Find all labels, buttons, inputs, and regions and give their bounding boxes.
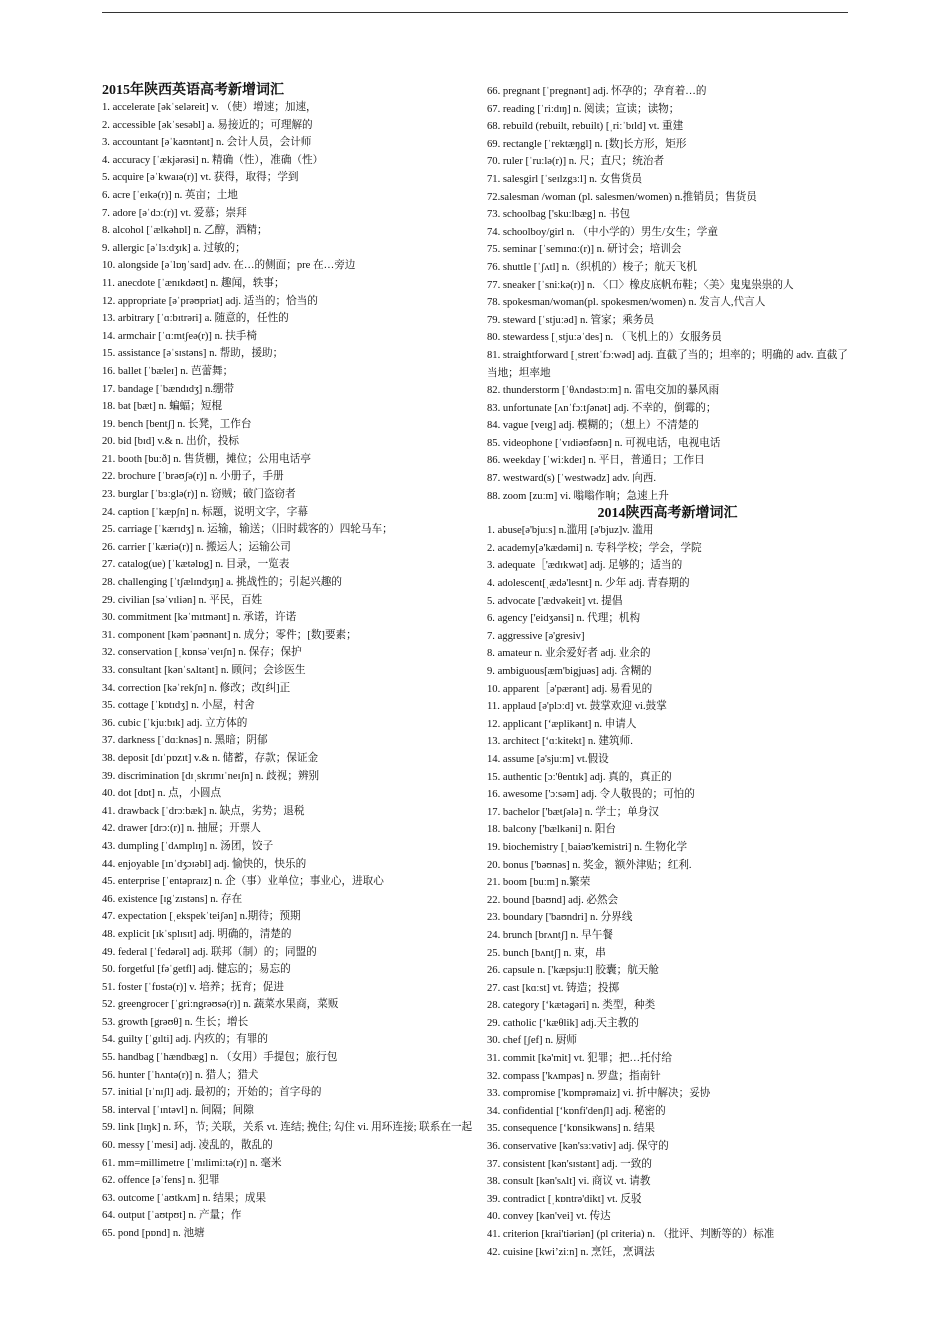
vocab-entry: 41. criterion [krai'tiəriən] (pl criteria) n. （批评、判断等的）标准	[487, 1229, 775, 1240]
vocab-entry: 34. confidential [‘kɒnfi'denʃl] adj. 秘密的	[487, 1105, 666, 1117]
vocab-entry: 20. bonus ['bəʊnəs] n. 奖金，额外津贴；红利.	[487, 859, 692, 871]
vocab-entry: 1. abuse[ə'bjuːs] n.滥用 [ə'bjuz]v. 滥用	[487, 525, 654, 537]
vocab-entry: 30. commitment [kəˈmɪtmənt] n. 承诺，许诺	[102, 612, 297, 624]
vocab-entry: 22. bound [baʊnd] adj. 必然会	[487, 894, 619, 906]
vocab-entry: 11. anecdote [ˈænɪkdəʊt] n. 趣闻，轶事；	[102, 277, 285, 289]
vocab-entry: 3. accountant [əˈkaʊntənt] n. 会计人员，会计师	[102, 137, 312, 149]
vocab-entry: 82. thunderstorm [ˈθʌndəstɔːm] n. 雷电交加的暴风雨	[487, 385, 720, 397]
vocab-entry: 16. awesome ['ɔːsəm] adj. 令人敬畏的；可怕的	[487, 789, 695, 801]
vocab-entry: 1. accelerate [əkˈseləreit] v. （使）增速；加速，	[102, 102, 317, 113]
vocab-entry: 21. boom [buːm] n.繁荣	[487, 877, 591, 889]
vocab-entry: 23. burglar [ˈbɜːglə(r)] n. 窃贼；破门盗窃者	[102, 489, 296, 501]
vocab-entry: 63. outcome [ˈaʊtkʌm] n. 结果；成果	[102, 1192, 267, 1204]
vocab-entry: 80. stewardess [ˌstjuːəˈdes] n. （飞机上的）女服务员	[487, 332, 722, 344]
vocab-entry: 31. component [kəmˈpəʊnənt] n. 成分；零件；[数]要素；	[102, 629, 357, 641]
vocab-entry: 59. link [lɪŋk] n. 环，节; 关联，关系 vt. 连结; 挽住; 勾住 vi. 用环连接; 联系在一起	[102, 1122, 473, 1134]
vocab-entry: 53. growth [grəʊθ] n. 生长；增长	[102, 1016, 249, 1028]
section-title-2014: 2014陕西高考新增词汇	[597, 506, 738, 522]
vocab-entry: 50. forgetful [fəˈgetfl] adj. 健忘的；易忘的	[102, 964, 291, 976]
vocab-entry: 65. pond [pɒnd] n. 池塘	[102, 1228, 205, 1239]
vocab-entry: 39. discrimination [dɪˌskrɪmɪˈneɪʃn] n. 歧视；辨别	[102, 770, 320, 782]
vocab-entry: 76. shuttle [ˈʃʌtl] n.（织机的）梭子；航天飞机	[487, 261, 697, 273]
vocab-entry: 7. adore [əˈdɔː(r)] vt. 爱慕；崇拜	[102, 207, 247, 219]
vocab-entry: 43. dumpling [ˈdʌmplɪŋ] n. 汤团，饺子	[102, 840, 274, 852]
vocab-entry: 84. vague [veɪg] adj. 模糊的；（想上）不清楚的	[487, 420, 699, 432]
vocab-entry: 64. output [ˈaʊtpʊt] n. 产量；作	[102, 1210, 242, 1222]
vocab-entry: 5. advocate ['ædvəkeit] vt. 提倡	[487, 595, 623, 607]
vocab-entry: 78. spokesman/woman(pl. spokesmen/women) n. 发言人,代言人	[487, 297, 766, 309]
vocab-entry: 73. schoolbag ['skuːlbæg] n. 书包	[487, 209, 631, 221]
vocab-entry: 38. consult [kən'sʌlt] vi. 商议 vt. 请教	[487, 1176, 651, 1188]
vocab-entry: 55. handbag [ˈhændbæg] n. （女用）手提包；旅行包	[102, 1052, 338, 1064]
vocab-entry: 14. assume [ə'sjuːm] vt.假设	[487, 753, 609, 765]
vocab-entry: 4. accuracy [ˈækjərəsi] n. 精确（性），准确（性）	[102, 154, 324, 166]
vocab-entry: 66. pregnant [ˈpregnənt] adj. 怀孕的；孕育着…的	[487, 86, 707, 97]
vocab-entry: 33. compromise ['kɒmprəmaiz] vi. 折中解决；妥协	[487, 1088, 711, 1100]
vocab-entry: 9. allergic [əˈlɜːdʒɪk] a. 过敏的；	[102, 242, 246, 254]
vocab-entry: 40. dot [dɒt] n. 点，小圆点	[102, 788, 222, 800]
vocab-entry: 24. brunch [brʌntʃ] n. 早午餐	[487, 929, 613, 941]
vocab-entry: 27. catalog(ue) [ˈkætəlɒg] n. 目录，一览表	[102, 559, 290, 571]
vocab-entry: 31. commit [kə'mit] vt. 犯罪；把…托付给	[487, 1053, 672, 1065]
vocab-entry: 28. category [‘kætəgəri] n. 类型，种类	[487, 1000, 656, 1012]
vocab-entry: 19. biochemistry [ˌbaiəʊ'kemistri] n. 生物化学	[487, 841, 688, 853]
vocab-entry: 15. assistance [əˈsɪstəns] n. 帮助，援助；	[102, 348, 284, 360]
vocab-entry: 15. authentic [ɔː'θentɪk] adj. 真的，真正的	[487, 771, 672, 783]
vocab-entry: 18. balcony ['bælkəni] n. 阳台	[487, 824, 617, 836]
vocab-entry: 35. consequence [‘kɒnsikwəns] n. 结果	[487, 1123, 655, 1135]
vocab-entry: 52. greengrocer [ˈgriːngrəʊsə(r)] n. 蔬菜水果商，菜贩	[102, 999, 339, 1011]
vocab-entry: 86. weekday [ˈwiːkdeɪ] n. 平日，普通日；工作日	[487, 455, 705, 467]
vocab-entry: 51. foster [ˈfɒstə(r)] v. 培养；抚育；促进	[102, 981, 284, 993]
vocab-entry: 38. deposit [dɪˈpɒzɪt] v.& n. 储蓄，存款；保证金	[102, 752, 319, 764]
vocab-entry: 29. catholic [‘kæθlik] adj.天主教的	[487, 1017, 639, 1029]
vocab-entry: 25. bunch [bʌntʃ] n. 束，串	[487, 947, 606, 959]
left-column	[102, 83, 473, 1243]
vocab-entry: 60. messy [ˈmesi] adj. 凌乱的，散乱的	[102, 1140, 273, 1152]
word-list-2015	[102, 99, 473, 1243]
vocab-entry: 42. drawer [drɔː(r)] n. 抽屉；开票人	[102, 823, 261, 835]
vocab-entry: 10. apparent［ə'pærənt] adj. 易看见的	[487, 683, 653, 695]
word-list-2014	[487, 522, 848, 1261]
vocab-entry: 36. cubic [ˈkjuːbɪk] adj. 立方体的	[102, 717, 248, 729]
vocab-entry: 7. aggressive [ə'gresiv]	[487, 630, 585, 642]
vocab-entry: 72.salesman /woman (pl. salesmen/women) n.推销员；售货员	[487, 191, 757, 203]
vocab-entry: 37. darkness [ˈdɑːknəs] n. 黑暗；阴郁	[102, 735, 268, 747]
vocab-entry: 33. consultant [kənˈsʌltənt] n. 顾问；会诊医生	[102, 665, 306, 676]
vocab-entry: 41. drawback [ˈdrɔːbæk] n. 缺点，劣势；退税	[102, 805, 305, 817]
vocab-entry: 8. alcohol [ˈælkəhɒl] n. 乙醇，酒精；	[102, 225, 268, 237]
vocab-entry: 48. explicit [ɪkˈsplɪsɪt] adj. 明确的，清楚的	[102, 928, 292, 940]
vocab-entry: 13. arbitrary [ˈɑːbɪtrəri] a. 随意的，任性的	[102, 313, 289, 325]
vocab-entry: 83. unfortunate [ʌnˈfɔːtʃənət] adj. 不幸的，倒霉的；	[487, 402, 717, 414]
vocab-entry: 26. capsule n. ['kæpsjuːl] 胶囊；航天舱	[487, 965, 659, 977]
vocab-entry: 40. convey [kən'vei] vt. 传达	[487, 1211, 611, 1223]
vocab-entry: 70. ruler [ˈruːlə(r)] n. 尺；直尺；统治者	[487, 156, 665, 168]
vocab-entry: 44. enjoyable [ɪnˈdʒɔɪəbl] adj. 愉快的，快乐的	[102, 858, 307, 870]
vocab-entry: 22. brochure [ˈbrəʊʃə(r)] n. 小册子，手册	[102, 471, 284, 483]
vocab-entry: 27. cast [kɑːst] vt. 铸造；投掷	[487, 982, 620, 994]
vocab-entry: 61. mm=millimetre [ˈmɪlimiːtə(r)] n. 毫米	[102, 1157, 282, 1169]
vocab-entry: 21. booth [buːð] n. 售货棚，摊位；公用电话亭	[102, 453, 311, 465]
vocab-entry: 17. bandage [ˈbændɪdʒ] n.绷带	[102, 383, 235, 395]
vocab-entry: 30. chef [ʃef] n. 厨师	[487, 1035, 578, 1047]
vocab-entry: 2. academy[ə'kædəmi] n. 专科学校；学会，学院	[487, 542, 702, 554]
vocab-entry: 62. offence [əˈfens] n. 犯罪	[102, 1175, 220, 1187]
vocab-entry: 23. boundary ['baʊndri] n. 分界线	[487, 912, 633, 924]
vocab-entry: 37. consistent [kən'sɪstənt] adj. 一致的	[487, 1158, 652, 1170]
vocab-entry: 67. reading [ˈriːdɪŋ] n. 阅读；宣读；读物；	[487, 103, 680, 115]
vocab-entry: 5. acquire [əˈkwaɪə(r)] vt. 获得，取得；学到	[102, 172, 299, 184]
vocab-entry: 25. carriage [ˈkærɪdʒ] n. 运输，输送；（旧时载客的）四轮马车；	[102, 524, 393, 536]
vocab-entry: 32. compass ['kʌmpəs] n. 罗盘；指南针	[487, 1070, 661, 1082]
vocab-entry: 2. accessible [əkˈsesəbl] a. 易接近的；可理解的	[102, 119, 313, 131]
vocab-entry: 20. bid [bɪd] v.& n. 出价，投标	[102, 436, 240, 448]
vocab-entry: 19. bench [bentʃ] n. 长凳，工作台	[102, 418, 252, 430]
vocab-entry: 14. armchair [ˈɑːmtʃeə(r)] n. 扶手椅	[102, 330, 257, 342]
vocab-entry: 35. cottage [ˈkɒtɪdʒ] n. 小屋，村舍	[102, 700, 255, 712]
vocab-entry: 42. cuisine [kwi’ziːn] n. 烹饪，烹调法	[487, 1246, 655, 1258]
vocab-entry: 12. applicant [‘æplikənt] n. 申请人	[487, 718, 637, 730]
vocab-entry: 16. ballet [ˈbæleɪ] n. 芭蕾舞；	[102, 365, 234, 377]
vocab-entry: 88. zoom [zuːm] vi. 嗡嗡作响；急速上升	[487, 490, 669, 502]
vocab-entry: 49. federal [ˈfedərəl] adj. 联邦（制）的；同盟的	[102, 946, 317, 958]
vocab-entry: 46. existence [ɪgˈzɪstəns] n. 存在	[102, 893, 243, 905]
vocab-entry: 18. bat [bæt] n. 蝙蝠；短棍	[102, 401, 223, 413]
vocab-entry: 24. caption [ˈkæpʃn] n. 标题，说明文字，字幕	[102, 506, 308, 518]
vocab-entry: 85. videophone [ˈvɪdiəʊfəʊn] n. 可视电话，电视电话	[487, 437, 721, 449]
vocab-entry: 87. westward(s) [ˈwestwədz] adv. 向西.	[487, 473, 657, 485]
vocab-entry: 47. expectation [ˌekspekˈteiʃən] n.期待；预期	[102, 911, 301, 923]
vocab-entry: 29. civilian [səˈvɪliən] n. 平民，百姓	[102, 594, 263, 606]
vocab-entry: 32. conservation [ˌkɒnsəˈveɪʃn] n. 保存；保护	[102, 647, 302, 659]
vocab-entry: 3. adequate［'ædɪkwət] adj. 足够的；适当的	[487, 560, 683, 572]
vocab-entry: 79. steward [ˈstjuːəd] n. 管家；乘务员	[487, 314, 655, 326]
vocab-entry: 57. initial [ɪˈnɪʃl] adj. 最初的；开始的；首字母的	[102, 1087, 322, 1099]
vocab-entry: 6. acre [ˈeɪkə(r)] n. 英亩；土地	[102, 189, 238, 201]
vocab-entry: 39. contradict [ˌkɒntrə'dikt] vt. 反驳	[487, 1193, 642, 1205]
top-rule	[102, 12, 848, 13]
vocab-entry: 69. rectangle [ˈrektæŋgl] n. [数]长方形，矩形	[487, 138, 687, 150]
vocab-entry: 68. rebuild (rebuilt, rebuilt) [ˌriːˈbɪld] vt. 重建	[487, 121, 684, 133]
vocab-entry: 28. challenging [ˈtʃælɪndʒɪŋ] a. 挑战性的；引起兴趣的	[102, 577, 343, 589]
vocab-entry: 36. conservative [kən'sɜːvətiv] adj. 保守的	[487, 1141, 669, 1153]
vocab-entry: 54. guilty [ˈgɪlti] adj. 内疚的；有罪的	[102, 1034, 268, 1046]
vocab-entry: 6. agency ['eidʒənsi] n. 代理；机构	[487, 613, 641, 625]
vocab-entry: 13. architect [‘ɑːkitekt] n. 建筑师.	[487, 736, 633, 748]
vocab-entry: 4. adolescent[ˌædə'lesnt] n. 少年 adj. 青春期的	[487, 578, 690, 590]
vocab-entry: 11. applaud [ə'plɔːd] vt. 鼓掌欢迎 vi.鼓掌	[487, 701, 667, 713]
vocab-entry: 12. appropriate [əˈprəʊpriət] adj. 适当的；恰当的	[102, 295, 318, 307]
vocab-entry: 10. alongside [əˈlɒŋˈsaɪd] adv. 在…的侧面；pre 在…旁边	[102, 260, 356, 272]
right-column	[487, 83, 848, 1261]
vocab-entry: 81. straightforward [ˌstreɪtˈfɔːwəd] adj. 直截了当的；坦率的；明确的 adv. 直截了当地；坦率地	[487, 349, 848, 379]
vocab-entry: 56. hunter [ˈhʌntə(r)] n. 猎人；猎犬	[102, 1069, 259, 1081]
vocab-entry: 9. ambiguous[æm'bigjuəs] adj. 含糊的	[487, 666, 652, 677]
vocab-entry: 74. schoolboy/girl n. （中小学的）男生/女生；学童	[487, 226, 718, 238]
vocab-entry: 77. sneaker [ˈsniːkə(r)] n. 〈口〉橡皮底帆布鞋；〈美〉鬼鬼祟祟的人	[487, 279, 794, 291]
vocab-entry: 34. correction [kəˈrekʃn] n. 修改；改[纠]正	[102, 682, 291, 694]
section-title-2015: 2015年陕西英语高考新增词汇	[102, 83, 284, 98]
vocab-entry: 45. enterprise [ˈentəpraɪz] n. 企（事）业单位；事业心，进取心	[102, 876, 384, 888]
vocab-entry: 58. interval [ˈɪntəvl] n. 间隔；间隙	[102, 1104, 254, 1116]
vocab-entry: 71. salesgirl [ˈseɪlzgɜːl] n. 女售货员	[487, 173, 643, 185]
vocab-entry: 8. amateur n. 业余爱好者 adj. 业余的	[487, 648, 651, 660]
vocab-entry: 75. seminar [ˈsemɪnɑː(r)] n. 研讨会；培训会	[487, 244, 682, 256]
vocab-entry: 26. carrier [ˈkæriə(r)] n. 搬运人；运输公司	[102, 541, 291, 553]
vocab-entry: 17. bachelor ['bætʃələ] n. 学士；单身汉	[487, 806, 659, 818]
word-list-2015-continued	[487, 83, 848, 505]
